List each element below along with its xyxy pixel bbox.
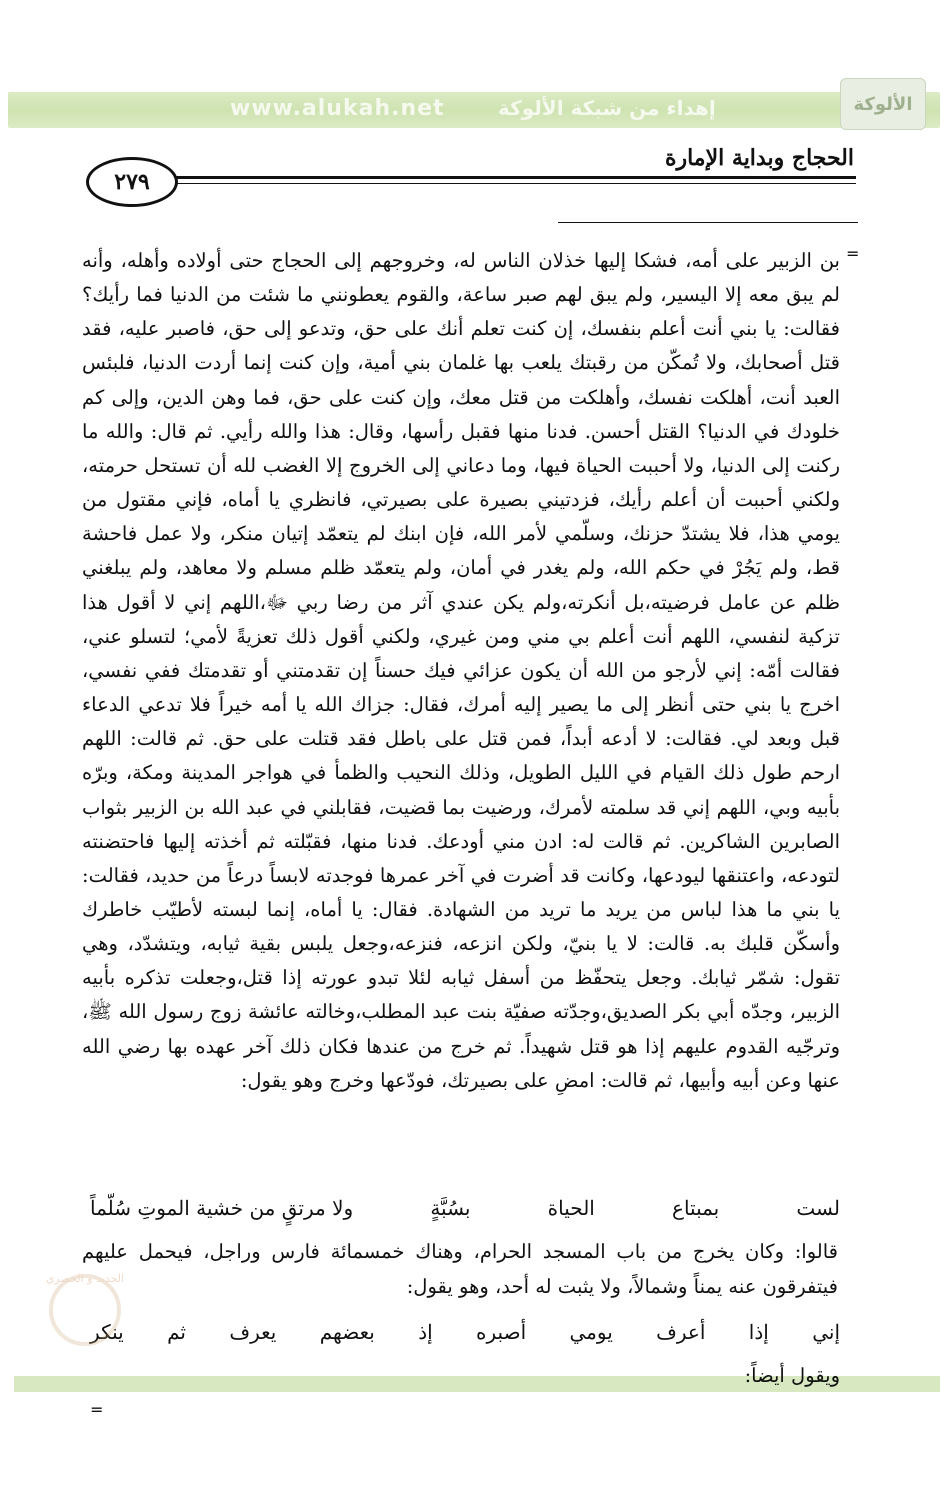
verse-word: الحياة: [547, 1196, 595, 1220]
verse-word: يعرف: [229, 1320, 277, 1344]
verse-word: بمبتاع: [672, 1196, 720, 1220]
bottom-line: ويقول أيضاً:: [744, 1364, 840, 1387]
verse-word: يومي: [569, 1320, 613, 1344]
page-number: ٢٧٩: [86, 157, 178, 207]
footnote-rule: [558, 222, 858, 223]
title-rule: [170, 176, 856, 184]
verse-line-2: [90, 1320, 840, 1344]
verse-word: ينكر: [90, 1320, 124, 1344]
verse-word: بسُبَّةٍ: [430, 1196, 471, 1220]
verse-line-1: [90, 1196, 840, 1220]
follow-paragraph: قالوا: وكان يخرج من باب المسجد الحرام، وهناك خمسمائة فارس وراجل، فيحمل عليهم فيتفرقون عنه يمناً وشمالاً، ولا يثبت له أحد، وهو يقول:: [82, 1240, 838, 1298]
chapter-title: الحجاج وبداية الإمارة: [664, 145, 854, 171]
alukah-logo: [840, 78, 926, 130]
site-url[interactable]: www.alukah.net: [230, 96, 445, 121]
verse-word: إذ: [418, 1320, 433, 1344]
watermark-logo: [30, 1262, 140, 1352]
verse-word: إذا: [748, 1320, 769, 1344]
main-paragraph: بن الزبير على أمه، فشكا إليها خذلان الناس له، وخروجهم إلى الحجاج حتى أولاده وأهله، وأنه لم يبق معه إلا اليسير، ولم يبق لهم صبر ساعة، والقوم يعطونني ما شئت من الدنيا فما رأيك؟ فقالت: يا بني أنت أعلم بنفسك، إن كنت تعلم أنك على حق، وتدعو إلى حق، فاصبر عليه، فقد قتل أصحابك، ولا تُمكّن من رقبتك يلعب بها غلمان بني أمية، وإن كنت إنما أردت الدنيا، فلبئس العبد أنت، أهلكت نفسك، وأهلكت من قتل معك، وإن كنت على حق، فما وهن الدين، وإلى كم خلودك في الدنيا؟ القتل أحسن. فدنا منها فقبل رأسها، وقال: هذا والله رأيي. ثم قال: والله ما ركنت إلى الدنيا، ولا أحببت الحياة فيها، وما دعاني إلى الخروج إلا الغضب لله أن تستحل حرمته، ولكني أحببت أن أعلم رأيك، فزدتيني بصيرة على بصيرتي، فانظري يا أماه، فإني مقتول من يومي هذا، فلا يشتدّ حزنك، وسلّمي لأمر الله، فإن ابنك لم يتعمّد إتيان منكر، ولا عمل فاحشة قط، ولم يَجُرْ في حكم الله، ولم يغدر في أمان، ولم يتعمّد ظلم مسلم ولا معاهد، ولم يبلغني ظلم عن عامل فرضيته،بل أنكرته،ولم يكن عندي آثر من رضا ربي ﷻ،اللهم إني لا أقول هذا تزكية لنفسي، اللهم أنت أعلم بي مني ومن غيري، ولكني أقول ذلك تعزيةً لأمي؛ لتسلو عني، فقالت أمّه: إني لأرجو من الله أن يكون عزائي فيك حسناً إن تقدمتني أو تقدمتك ففي نفسي، اخرج يا بني حتى أنظر إلى ما يصير إليه أمرك، فقال: جزاك الله يا أمه خيراً فلا تدعي الدعاء قبل وبعد لي. فقالت: لا أدعه أبداً، فمن قتل على باطل فقد قتلت على حق. ثم قالت: اللهم ارحم طول ذلك القيام في الليل الطويل، وذلك النحيب والظمأ في هواجر المدينة ومكة، وبرّه بأبيه وبي، اللهم إني قد سلمته لأمرك، ورضيت بما قضيت، فقابلني في عبد الله بن الزبير بثواب الصابرين الشاكرين. ثم قالت له: ادن مني أودعك. فدنا منها، فقبّلته ثم أخذته إليها فاحتضنته لتودعه، واعتنقها ليودعها، وكانت قد أضرت في آخر عمرها فوجدته لابساً درعاً من حديد، فقالت: يا بني ما هذا لباس من يريد ما تريد من الشهادة. فقال: يا أماه، إنما لبسته لأطيّب خاطرك وأسكّن قلبك به. قالت: لا يا بنيّ، ولكن انزعه، فنزعه،وجعل يلبس بقية ثيابه، ويتشدّد، وهي تقول: شمّر ثيابك. وجعل يتحفّظ من أسفل ثيابه لئلا تبدو عورته إذا قتل،وجعلت تذكره بأبيه الزبير، وجدّه أبي بكر الصديق،وجدّته صفيّة بنت عبد المطلب،وخالته عائشة زوج رسول الله ﷺ، وترجّيه القدوم عليهم إذا هو قتل شهيداً. ثم خرج من عندها فكان ذلك آخر عهده بها رضي الله عنها وعن أبيه وأبيها، ثم قالت: امضِ على بصيرتك، فودّعها وخرج وهو يقول:: [82, 249, 840, 1092]
verse-word: أعرف: [656, 1320, 706, 1344]
watermark-text: الجديد و الحصري: [45, 1272, 125, 1285]
verse-word: ولا مرتقٍ من خشية الموتِ سُلّماً: [90, 1196, 354, 1220]
verse-word: لست: [796, 1196, 840, 1220]
gift-text: إهداء من شبكة الألوكة: [498, 96, 716, 120]
verse-word: بعضهم: [319, 1320, 375, 1344]
verse-word: أصبره: [476, 1320, 527, 1344]
verse-word: ثم: [167, 1320, 186, 1344]
continuation-mark-bottom: =: [90, 1400, 104, 1419]
continuation-mark-top: =: [846, 244, 860, 263]
header-banner: [8, 92, 940, 128]
verse-word: إني: [812, 1320, 840, 1344]
logo-text: الألوكة: [853, 93, 913, 115]
